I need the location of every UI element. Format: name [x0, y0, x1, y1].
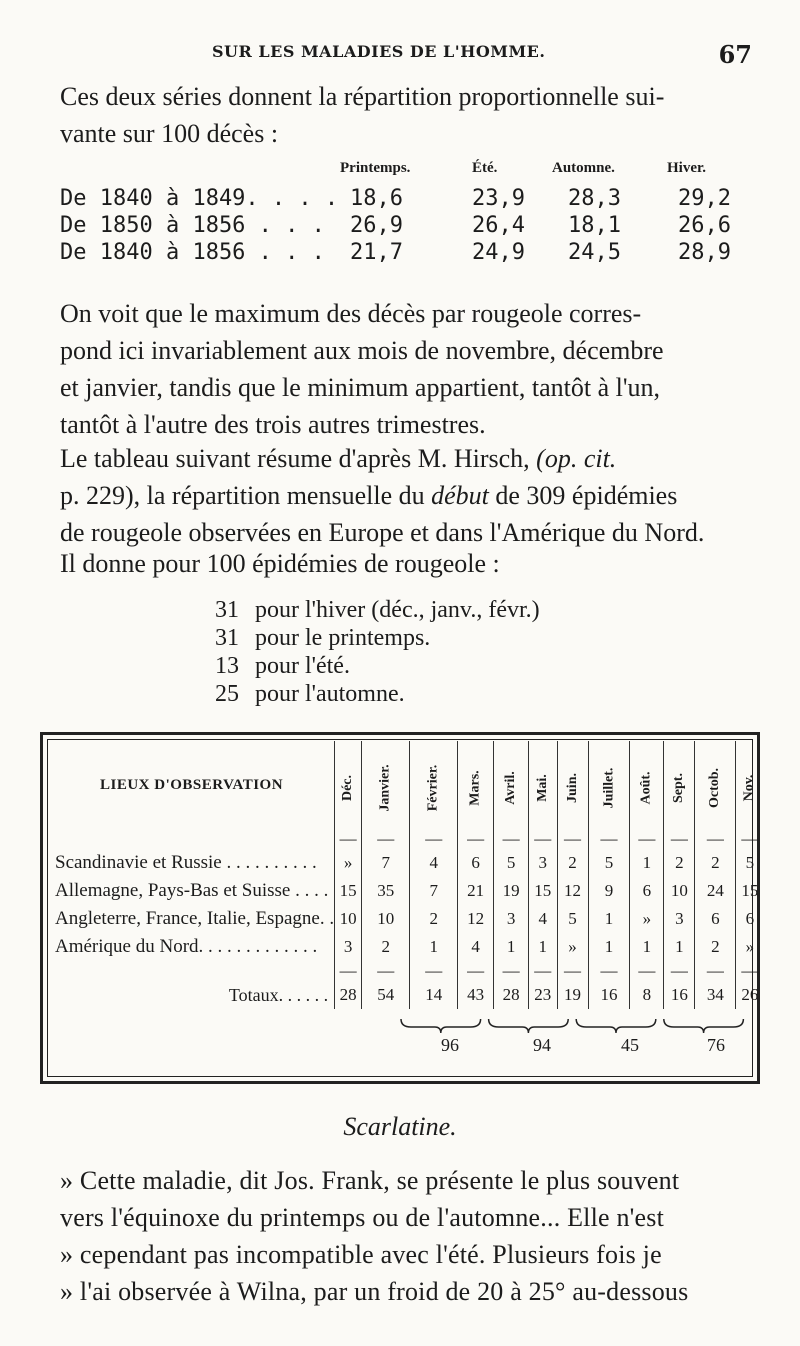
month-header: Nov. — [741, 774, 757, 801]
text-line — [60, 440, 752, 477]
emphasis: début — [431, 481, 489, 510]
column-automne: Automne. — [552, 160, 615, 176]
list-text: pour le printemps. — [255, 625, 431, 651]
group-total-autumn: 76 — [707, 1035, 725, 1055]
row-label: De 1850 à 1856 . . . — [60, 213, 325, 238]
month-header: Octob. — [695, 741, 736, 829]
month-header: Avril. — [494, 741, 529, 829]
text-run: p. 229), la répartition mensuelle du — [60, 481, 432, 510]
dash-cell: — — [494, 829, 529, 849]
text-line: tantôt à l'autre des trois autres trimestres. — [60, 410, 486, 439]
total-cell: 23 — [528, 981, 557, 1009]
month-header: Juin. — [557, 741, 588, 829]
table-cell: 15 — [335, 877, 362, 905]
dash-cell: — — [588, 961, 630, 981]
column-hiver: Hiver. — [667, 160, 707, 176]
cell: 26,6 — [678, 213, 731, 238]
cell: 21,7 — [350, 240, 403, 265]
dash-cell: — — [664, 961, 695, 981]
text-line: Ces deux séries donnent la répartition proportionnelle sui- — [60, 82, 665, 111]
monthly-table-frame — [40, 732, 760, 1084]
table-cell: 6 — [695, 905, 736, 933]
column-printemps: Printemps. — [340, 160, 411, 176]
cell: 18,1 — [568, 213, 621, 238]
brace — [576, 1019, 656, 1033]
table-cell: 35 — [362, 877, 410, 905]
dash-cell: — — [335, 829, 362, 849]
cell: 26,9 — [350, 213, 403, 238]
month-header: Juillet. — [588, 741, 630, 829]
list-number: 31 — [215, 625, 239, 651]
table-cell: 1 — [528, 933, 557, 961]
table-cell: 24 — [695, 877, 736, 905]
group-braces — [43, 735, 757, 1081]
table-cell: 2 — [362, 933, 410, 961]
text-line: Il donne pour 100 épidémies de rougeole : — [60, 549, 500, 578]
page-header — [0, 42, 800, 74]
text-line: et janvier, tandis que le minimum appartient, tantôt à l'un, — [60, 373, 661, 402]
text-run: de 309 épidémies — [488, 481, 678, 510]
dash-cell: — — [457, 961, 493, 981]
text-line: » cependant pas incompatible avec l'été. Plusieurs fois je — [60, 1240, 662, 1269]
text-line: de rougeole observées en Europe et dans l'Amérique du Nord. — [60, 518, 705, 547]
dash-cell: — — [457, 829, 493, 849]
table-cell: 9 — [588, 877, 630, 905]
list-text: pour l'automne. — [255, 681, 405, 707]
dash-cell: — — [741, 961, 759, 980]
dash-cell: — — [410, 961, 458, 981]
paragraph-hirsch — [60, 440, 752, 551]
dash-cell: — — [630, 961, 664, 981]
table-cell: 2 — [695, 933, 736, 961]
month-header: Sept. — [664, 741, 695, 829]
dash-cell: — — [557, 829, 588, 849]
column-ete: Été. — [472, 160, 498, 176]
list-number: 13 — [215, 653, 239, 679]
dash-cell: — — [664, 829, 695, 849]
month-header: Janvier. — [362, 741, 410, 829]
table-cell: » — [630, 905, 664, 933]
table-cell: » — [335, 849, 362, 877]
cell: 28,3 — [568, 186, 621, 211]
month-header: Déc. — [335, 741, 362, 829]
text-line: On voit que le maximum des décès par rougeole corres- — [60, 299, 642, 328]
total-cell: 28 — [494, 981, 529, 1009]
table-cell: 5 — [494, 849, 529, 877]
list-number: 31 — [215, 597, 239, 623]
table-cell: 2 — [695, 849, 736, 877]
table-cell: 4 — [528, 905, 557, 933]
text-line: vante sur 100 décès : — [60, 119, 279, 148]
dash-cell: — — [741, 829, 759, 848]
table-cell: 3 — [528, 849, 557, 877]
cell: 24,9 — [472, 240, 525, 265]
group-total-spring: 94 — [533, 1035, 551, 1055]
table-cell: 3 — [494, 905, 529, 933]
dash-cell: — — [695, 961, 736, 981]
table-cell: 2 — [664, 849, 695, 877]
table-cell: 15 — [741, 881, 759, 900]
list-item — [215, 596, 540, 624]
total-cell: 16 — [664, 981, 695, 1009]
table-cell: 4 — [457, 933, 493, 961]
text-line: » l'ai observée à Wilna, par un froid de 20 à 25° au-dessous — [60, 1277, 689, 1306]
dash-cell: — — [695, 829, 736, 849]
dash-cell: — — [630, 829, 664, 849]
paragraph-maximum — [60, 295, 752, 443]
dash-cell: — — [362, 961, 410, 981]
cell: 28,9 — [678, 240, 731, 265]
text-line: pond ici invariablement aux mois de novembre, décembre — [60, 336, 664, 365]
table-cell: 10 — [664, 877, 695, 905]
table-cell: 1 — [664, 933, 695, 961]
table-cell: » — [557, 933, 588, 961]
row-name: Amérique du Nord. . . . . . . . . . . . . — [49, 933, 335, 961]
brace — [401, 1019, 481, 1033]
totals-label: Totaux. . . . . . — [49, 981, 335, 1009]
total-cell: 28 — [335, 981, 362, 1009]
total-cell: 43 — [457, 981, 493, 1009]
cell: 26,4 — [472, 213, 525, 238]
header-lieux: LIEUX D'OBSERVATION — [49, 741, 335, 829]
dash-cell: — — [335, 961, 362, 981]
table-cell: 19 — [494, 877, 529, 905]
dash-cell: — — [528, 961, 557, 981]
total-cell: 16 — [588, 981, 630, 1009]
group-total-winter: 96 — [441, 1035, 459, 1055]
total-cell: 19 — [557, 981, 588, 1009]
total-cell: 8 — [630, 981, 664, 1009]
table-cell: 1 — [630, 849, 664, 877]
text-run: Le tableau suivant résume d'après M. Hirsch, — [60, 444, 537, 473]
table-cell: 7 — [362, 849, 410, 877]
season-list — [215, 596, 540, 708]
brace — [664, 1019, 744, 1033]
month-header: Mars. — [457, 741, 493, 829]
table-cell: 3 — [335, 933, 362, 961]
table-cell: 1 — [410, 933, 458, 961]
total-cell: 34 — [695, 981, 736, 1009]
text-line: » Cette maladie, dit Jos. Frank, se présente le plus souvent — [60, 1166, 680, 1195]
list-item — [215, 624, 540, 652]
list-text: pour l'été. — [255, 653, 350, 679]
row-label: De 1840 à 1856 . . . — [60, 240, 325, 265]
table-cell: 2 — [557, 849, 588, 877]
dash-cell: — — [494, 961, 529, 981]
list-number: 25 — [215, 681, 239, 707]
table-cell: 6 — [630, 877, 664, 905]
row-name: Scandinavie et Russie . . . . . . . . . . — [49, 849, 335, 877]
row-name: Allemagne, Pays-Bas et Suisse . . . . — [49, 877, 335, 905]
list-item — [215, 680, 540, 708]
dash-cell: — — [528, 829, 557, 849]
table-cell: 2 — [410, 905, 458, 933]
dash-cell: — — [588, 829, 630, 849]
running-title: SUR LES MALADIES DE L'HOMME. — [212, 42, 546, 61]
table-cell: » — [745, 937, 755, 956]
total-cell: 54 — [362, 981, 410, 1009]
intro-paragraph — [60, 78, 752, 152]
paragraph-frank — [60, 1162, 752, 1310]
list-item — [215, 652, 540, 680]
table-cell: 5 — [557, 905, 588, 933]
row-name: Angleterre, France, Italie, Espagne. . — [49, 905, 335, 933]
month-header: Mai. — [528, 741, 557, 829]
citation: (op. cit. — [536, 444, 617, 473]
text-line — [60, 477, 752, 514]
cell: 23,9 — [472, 186, 525, 211]
table-cell: 21 — [457, 877, 493, 905]
month-header: Février. — [410, 741, 458, 829]
total-cell: 26 — [741, 985, 759, 1004]
table-cell: 15 — [528, 877, 557, 905]
table-cell: 7 — [410, 877, 458, 905]
row-label: De 1840 à 1849. . . . — [60, 186, 339, 211]
cell: 24,5 — [568, 240, 621, 265]
table-cell: 10 — [362, 905, 410, 933]
dash-cell: — — [362, 829, 410, 849]
text-line: vers l'équinoxe du printemps ou de l'automne... Elle n'est — [60, 1203, 665, 1232]
table-cell: 12 — [557, 877, 588, 905]
total-cell: 14 — [410, 981, 458, 1009]
table-cell: 1 — [588, 905, 630, 933]
brace — [489, 1019, 569, 1033]
paragraph-intro-list — [60, 545, 752, 582]
table-cell: 3 — [664, 905, 695, 933]
table-cell: 1 — [630, 933, 664, 961]
table-cell: 1 — [494, 933, 529, 961]
month-header: Août. — [630, 741, 664, 829]
table-cell: 6 — [457, 849, 493, 877]
cell: 18,6 — [350, 186, 403, 211]
table-cell: 4 — [410, 849, 458, 877]
cell: 29,2 — [678, 186, 731, 211]
table-cell: 5 — [588, 849, 630, 877]
table-cell: 5 — [745, 853, 755, 872]
dash-cell: — — [557, 961, 588, 981]
section-title: Scarlatine. — [343, 1112, 457, 1141]
table-cell: 6 — [745, 909, 755, 928]
table-cell: 10 — [335, 905, 362, 933]
table-cell: 12 — [457, 905, 493, 933]
dash-cell: — — [410, 829, 458, 849]
page-number: 67 — [718, 40, 752, 69]
group-total-summer: 45 — [621, 1035, 639, 1055]
list-text: pour l'hiver (déc., janv., févr.) — [255, 597, 540, 623]
table-cell: 1 — [588, 933, 630, 961]
